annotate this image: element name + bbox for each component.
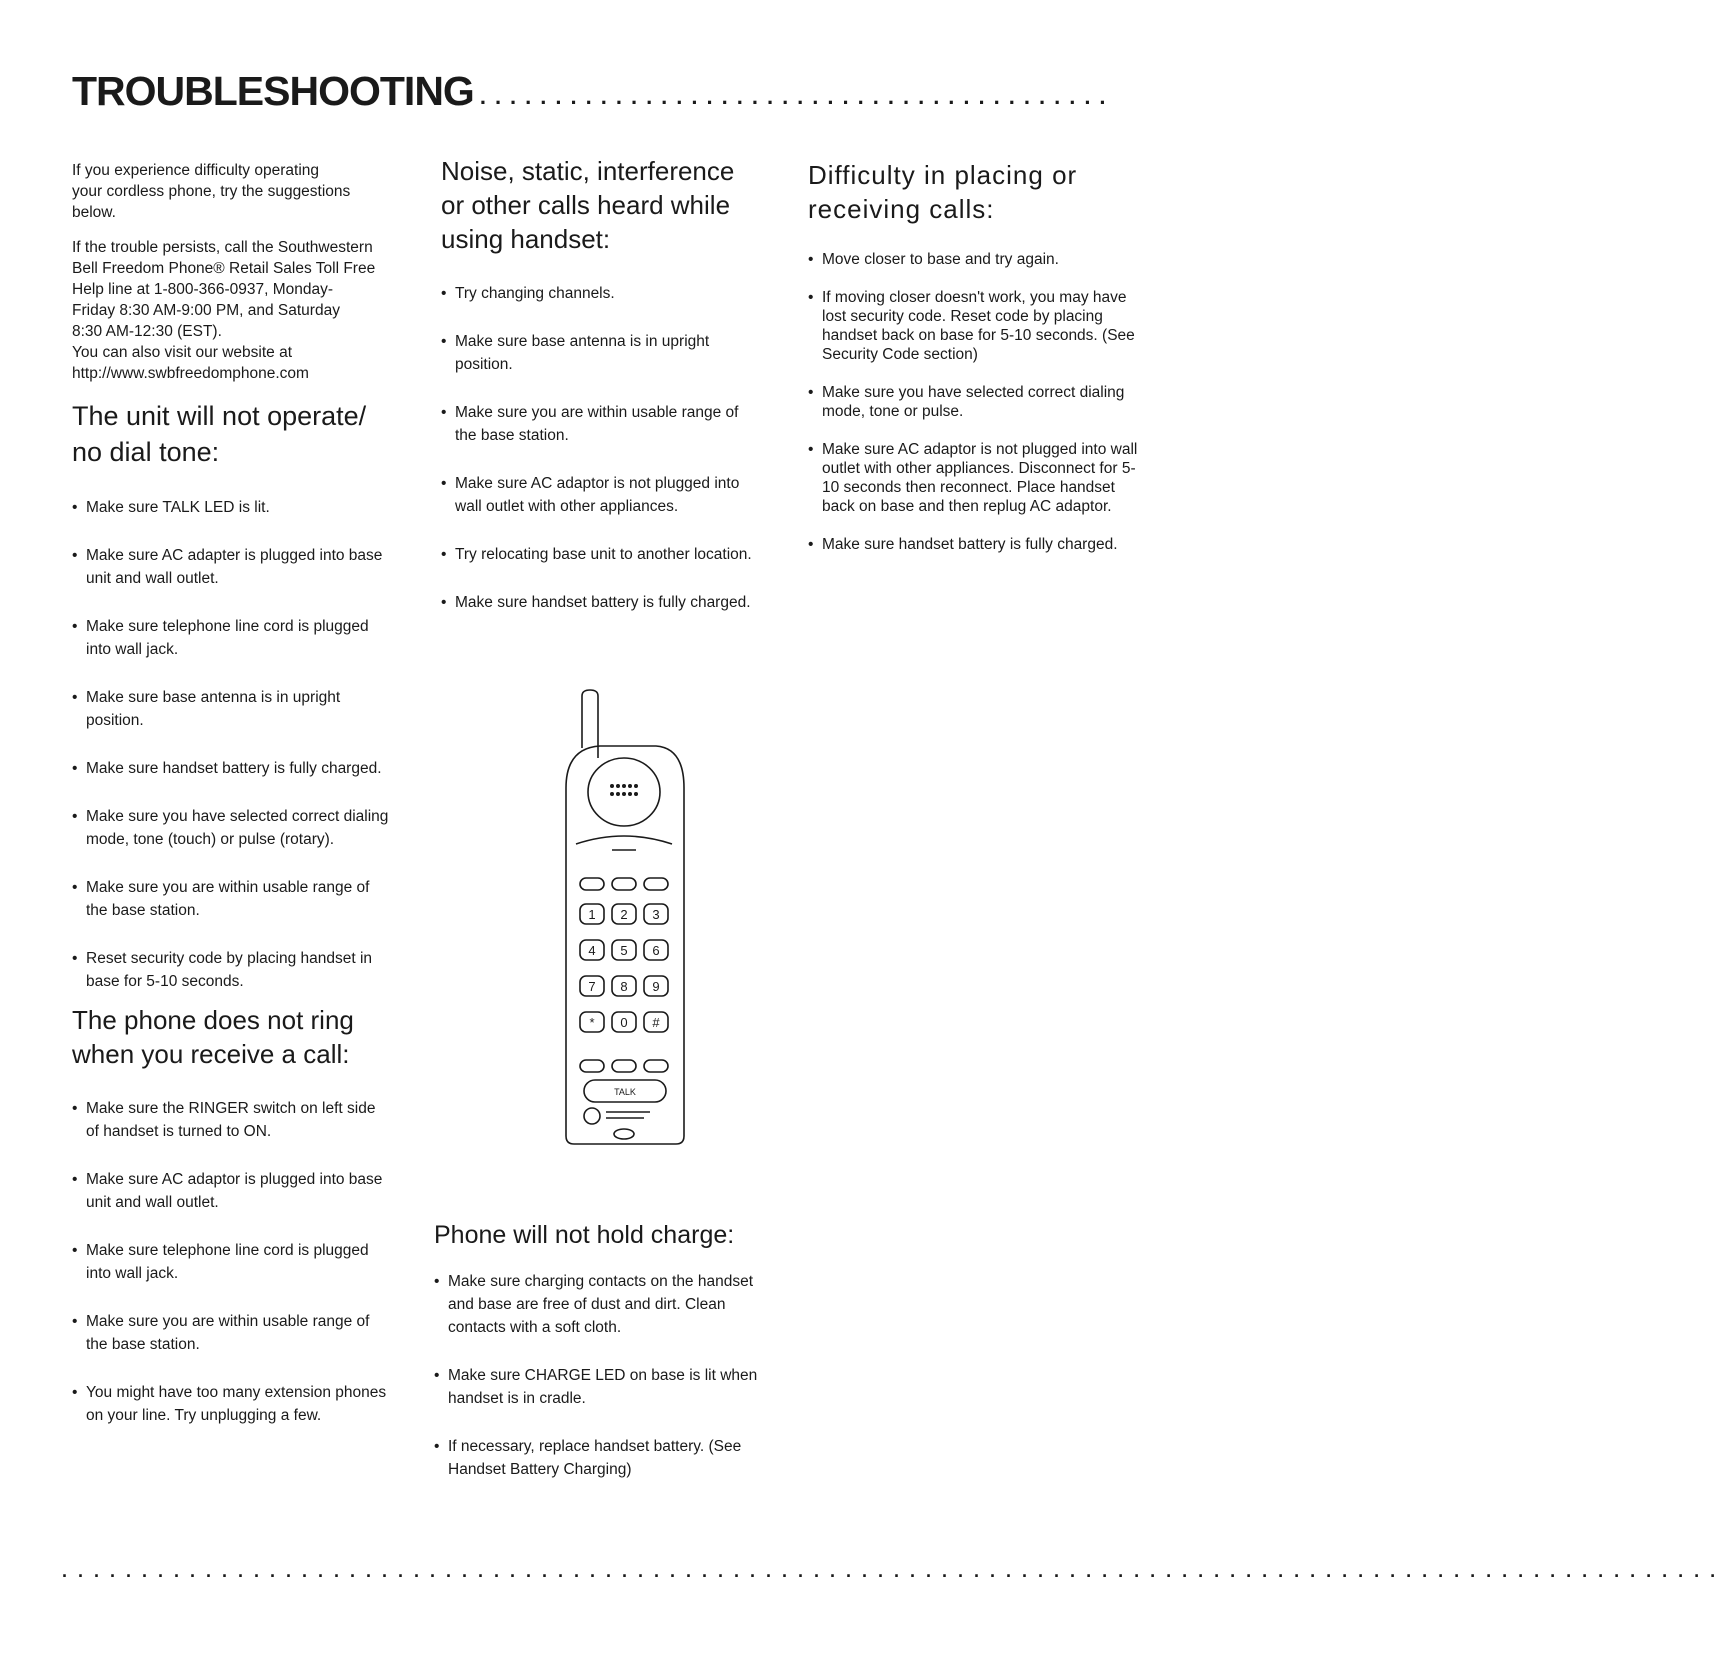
intro-line: Friday 8:30 AM-9:00 PM, and Saturday [72, 302, 340, 319]
list-item: • Make sure telephone line cord is plugged into wall jack. [72, 1239, 392, 1285]
list-item: • Try changing channels. [441, 282, 761, 305]
intro-line: If you experience difficulty operating [72, 162, 320, 179]
section-heading-no-ring: The phone does not ring when you receive a call: [72, 1005, 354, 1069]
keypad-key-label: 4 [588, 943, 596, 958]
column-middle-lower [434, 1218, 764, 1506]
talk-key-label: TALK [614, 1087, 636, 1097]
intro-line: 8:30 AM-12:30 (EST). [72, 323, 222, 340]
list-item: • Try relocating base unit to another location. [441, 543, 761, 566]
page-header [72, 62, 1132, 112]
list-item: • You might have too many extension phones on your line. Try unplugging a few. [72, 1381, 392, 1427]
handset-keypad [580, 904, 668, 1032]
noise-list [441, 282, 761, 614]
keypad-key-label: 6 [652, 943, 660, 958]
list-item: • Make sure handset battery is fully charged. [72, 757, 392, 780]
intro-line: Help line at 1-800-366-0937, Monday- [72, 281, 334, 298]
help-line-paragraph [72, 237, 392, 384]
section-heading-no-charge: Phone will not hold charge: [434, 1221, 735, 1249]
list-item: • Make sure AC adaptor is not plugged into wall outlet with other appliances. [441, 472, 761, 518]
bottom-dot-rule: ........................................................................................................ [62, 1561, 1726, 1581]
section-heading-noise: Noise, static, interference or other calls heard while using handset: [441, 156, 735, 254]
list-item: • Make sure telephone line cord is plugged into wall jack. [72, 615, 392, 661]
no-charge-list [434, 1270, 764, 1481]
keypad-key-label: 9 [652, 979, 660, 994]
keypad-key-label: 8 [620, 979, 628, 994]
list-item: • Move closer to base and try again. [808, 250, 1138, 269]
intro-line: If the trouble persists, call the Southwestern [72, 239, 373, 256]
list-item: • Reset security code by placing handset in base for 5-10 seconds. [72, 947, 392, 993]
section-heading-no-dial-tone: The unit will not operate/ no dial tone: [72, 401, 367, 467]
list-item: • If necessary, replace handset battery. (See Handset Battery Charging) [434, 1435, 764, 1481]
cordless-handset-icon [560, 688, 690, 1146]
keypad-key-label: 3 [652, 907, 660, 922]
keypad-key-label: 0 [620, 1015, 628, 1030]
list-item: • If moving closer doesn't work, you may have lost security code. Reset code by placing handset back on base for 5-10 seconds. (See Security Code section) [808, 288, 1138, 364]
website-link[interactable]: http://www.swbfreedomphone.com [72, 365, 309, 382]
list-item: • Make sure AC adaptor is not plugged into wall outlet with other appliances. Disconnect for 5-10 seconds then reconnect. Place handset back on base and then replug AC adaptor. [808, 440, 1138, 516]
page-title: TROUBLESHOOTING [72, 68, 474, 114]
list-item: • Make sure you have selected correct dialing mode, tone (touch) or pulse (rotary). [72, 805, 392, 851]
keypad-key-label: 5 [620, 943, 628, 958]
section-heading-placing-calls: Difficulty in placing or receiving calls: [808, 160, 1078, 224]
list-item: • Make sure handset battery is fully charged. [441, 591, 761, 614]
list-item: • Make sure you have selected correct dialing mode, tone or pulse. [808, 383, 1138, 421]
list-item: • Make sure CHARGE LED on base is lit when handset is in cradle. [434, 1364, 764, 1410]
column-middle [441, 154, 761, 614]
no-ring-list [72, 1097, 392, 1427]
list-item: • Make sure base antenna is in upright position. [72, 686, 392, 732]
list-item: • Make sure base antenna is in upright position. [441, 330, 761, 376]
list-item: • Make sure you are within usable range of the base station. [441, 401, 761, 447]
column-right [808, 158, 1138, 573]
keypad-key-label: 7 [588, 979, 596, 994]
list-item: • Make sure AC adapter is plugged into base unit and wall outlet. [72, 544, 392, 590]
keypad-key-label: # [652, 1015, 660, 1030]
list-item: • Make sure handset battery is fully charged. [808, 535, 1138, 554]
list-item: • Make sure charging contacts on the handset and base are free of dust and dirt. Clean contacts with a soft cloth. [434, 1270, 764, 1339]
list-item: • Make sure the RINGER switch on left side of handset is turned to ON. [72, 1097, 392, 1143]
list-item: • Make sure AC adaptor is plugged into base unit and wall outlet. [72, 1168, 392, 1214]
intro-line: below. [72, 204, 116, 221]
list-item: • Make sure you are within usable range of the base station. [72, 1310, 392, 1356]
intro-line: You can also visit our website at [72, 344, 292, 361]
intro-line: your cordless phone, try the suggestions [72, 183, 351, 200]
intro-paragraph [72, 160, 392, 223]
column-left [72, 160, 392, 1427]
list-item: • Make sure TALK LED is lit. [72, 496, 392, 519]
keypad-key-label: 1 [588, 907, 596, 922]
list-item: • Make sure you are within usable range of the base station. [72, 876, 392, 922]
placing-calls-list [808, 250, 1138, 554]
keypad-key-label: * [589, 1015, 595, 1030]
keypad-key-label: 2 [620, 907, 628, 922]
no-dial-tone-list [72, 496, 392, 993]
intro-line: Bell Freedom Phone® Retail Sales Toll Free [72, 260, 376, 277]
title-dot-leader: .......................................... [479, 84, 1115, 109]
